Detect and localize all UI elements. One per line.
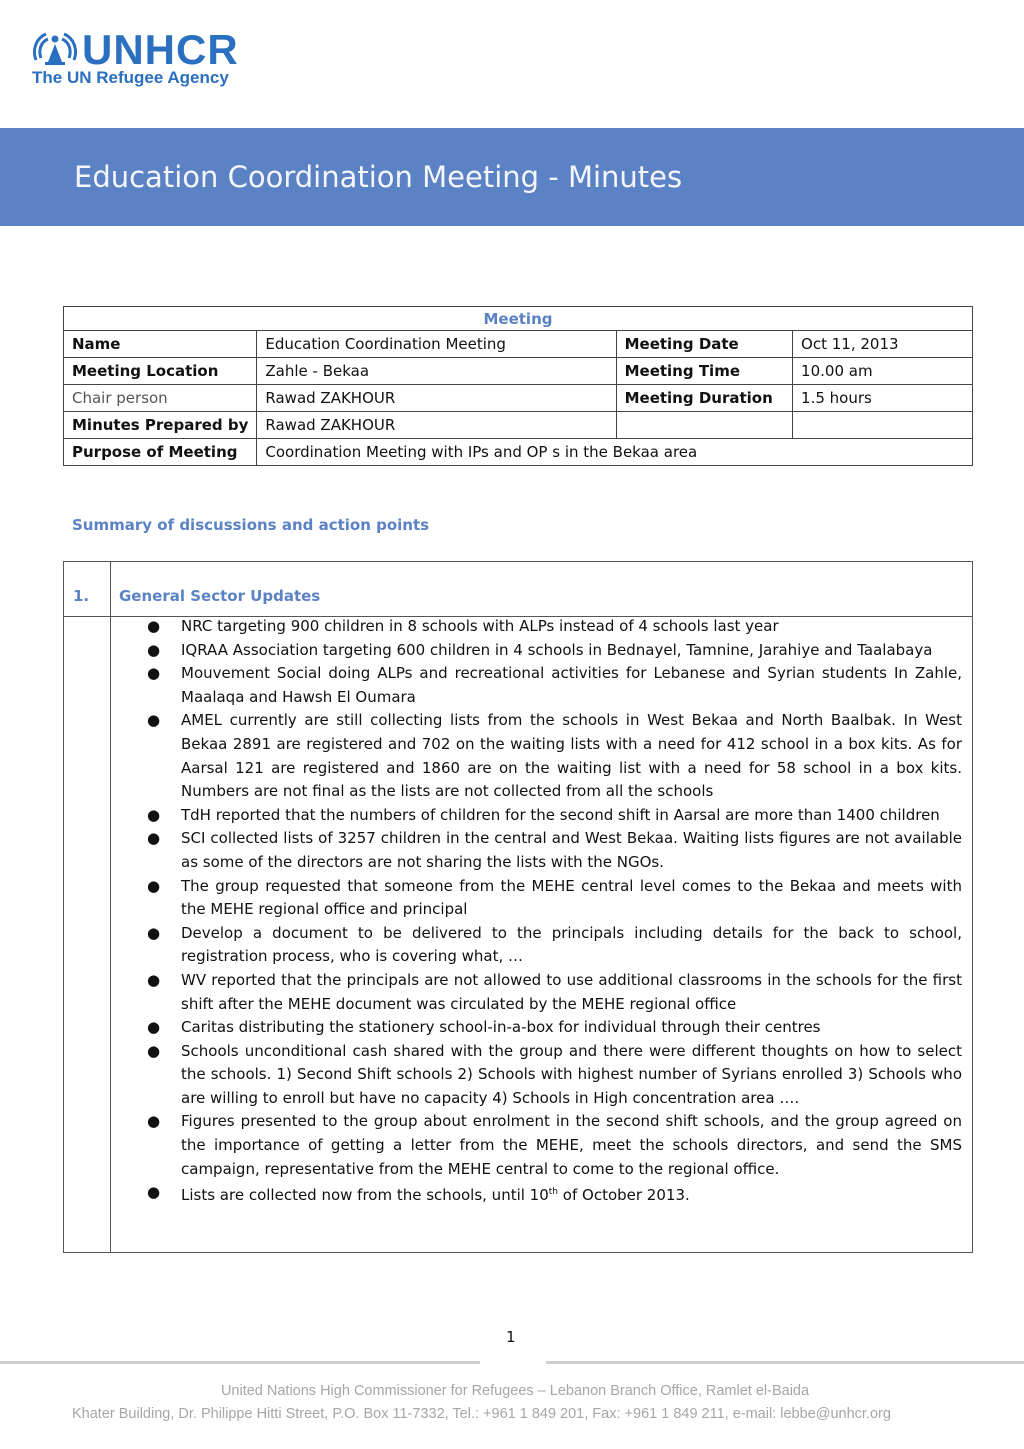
list-item [127,969,962,1016]
list-item-text: IQRAA Association targeting 600 children in 4 schools in Bednayel, Tamnine, Jarahiye and Taalabaya [181,640,933,659]
list-item [127,639,962,663]
bullet-icon: ● [147,1041,161,1060]
section-general-updates [63,561,973,1253]
list-item-text: AMEL currently are still collecting lists from the schools in West Bekaa and North Baalbak. In West Bekaa 2891 are registered and 702 on the waiting lists with a need for 412 school in a box kits. As for Aarsal 121 are registered and 1860 are on the waiting list with a need for 58 school in a box kits. Numbers are not final as the lists are not collected from all the schools [181,711,962,801]
bullet-list [127,615,962,1208]
list-item-text: Caritas distributing the stationery school-in-a-box for individual through their centres [181,1018,821,1037]
bullet-icon: ● [147,805,161,824]
list-item [127,1110,962,1181]
row-label: Name [64,331,257,358]
row-label: Meeting Time [616,358,792,385]
list-item-text: Mouvement Social doing ALPs and recreational activities for Lebanese and Syrian students In Zahle, Maalaqa and Hawsh El Oumara [181,664,962,706]
list-item-text: The group requested that someone from the MEHE central level comes to the Bekaa and meets with the MEHE regional office and principal [181,876,962,919]
row-label: Meeting Duration [616,385,792,412]
bullet-icon: ● [147,1183,161,1202]
table-header-row [64,307,973,331]
table-row [64,331,973,358]
list-item-text: Figures presented to the group about enrolment in the second shift schools, and the group agreed on the importance of getting a letter from the MEHE, meet the schools directors, and send the SMS campaign, representative from the MEHE central to come to the regional office. [181,1112,962,1178]
list-item-text: SCI collected lists of 3257 children in the central and West Bekaa. Waiting lists figures are not available as some of the directors are not sharing the lists with the NGOs. [181,829,962,871]
meeting-info-table [63,306,973,466]
table-row [64,358,973,385]
list-item [127,1040,962,1111]
bullet-icon: ● [147,711,161,730]
list-item [127,827,962,874]
row-label [616,412,792,439]
bullet-icon: ● [147,829,161,848]
list-item-text: NRC targeting 900 children in 8 schools with ALPs instead of 4 schools last year [181,617,779,635]
footer-divider [546,1361,1024,1364]
list-item-text: WV reported that the principals are not allowed to use additional classrooms in the schools for the first shift after the MEHE document was circulated by the MEHE regional office [181,970,962,1013]
list-item [127,1181,962,1208]
bullet-icon: ● [147,617,161,635]
bullet-icon: ● [147,970,161,989]
row-label: Minutes Prepared by [64,412,257,439]
row-label: Meeting Location [64,358,257,385]
list-item [127,662,962,709]
bullet-icon: ● [147,876,161,895]
list-item-text: TdH reported that the numbers of children for the second shift in Aarsal are more than 1400 children [181,805,940,824]
list-item-text: Schools unconditional cash shared with the group and there were different thoughts on how to select the schools. 1) Second Shift schools 2) Schools with highest number of Syrians enrolled 3) Schools who are willing to enroll but have no capacity 4) Schools in High concentration area …. [181,1041,962,1107]
section-header [64,562,972,617]
logo-wordmark: UNHCR [82,26,239,73]
column-divider [110,562,111,1252]
table-row [64,439,973,466]
page-title: Education Coordination Meeting - Minutes [74,160,683,194]
list-item [127,922,962,969]
table-header: Meeting [64,307,973,331]
logo-tagline: The UN Refugee Agency [32,68,229,87]
footer-address-line1: United Nations High Commissioner for Refugees – Lebanon Branch Office, Ramlet el-Baida [220,1383,810,1399]
list-item-text: of October 2013. [558,1186,690,1205]
row-value: Coordination Meeting with IPs and OP s in the Bekaa area [257,439,973,466]
title-banner [0,128,1024,226]
section-number: 1. [73,587,90,605]
table-row [64,385,973,412]
list-item-text: Lists are collected now from the schools, until 10 [181,1186,549,1205]
page-number: 1 [506,1328,516,1346]
table-row [64,412,973,439]
summary-heading: Summary of discussions and action points [72,516,430,534]
row-label: Purpose of Meeting [64,439,257,466]
row-label: Chair person [64,385,257,412]
unhcr-logo [30,26,290,96]
unhcr-emblem-icon [30,30,80,70]
ordinal-suffix: th [548,1187,559,1198]
row-value: 1.5 hours [793,385,973,412]
row-value: Rawad ZAKHOUR [257,412,616,439]
row-value: 10.00 am [793,358,973,385]
bullet-icon: ● [147,640,161,659]
list-item [127,615,962,639]
row-value: Oct 11, 2013 [793,331,973,358]
bullet-icon: ● [147,664,161,683]
list-item [127,709,962,803]
row-value [793,412,973,439]
list-item [127,1016,962,1040]
list-item [127,875,962,922]
row-value: Zahle - Bekaa [257,358,616,385]
row-value: Education Coordination Meeting [257,331,616,358]
footer-address-line2: Khater Building, Dr. Philippe Hitti Street, P.O. Box 11-7332, Tel.: +961 1 849 201, Fax: +961 1 849 211, e-mail: lebbe@unhcr.org [72,1406,891,1422]
bullet-icon: ● [147,1112,161,1131]
bullet-icon: ● [147,923,161,942]
row-label: Meeting Date [616,331,792,358]
section-title: General Sector Updates [119,587,321,605]
list-item-text: Develop a document to be delivered to the principals including details for the back to school, registration process, who is covering what, … [181,923,962,966]
bullet-icon: ● [147,1018,161,1037]
list-item [127,804,962,828]
footer-divider [0,1361,480,1364]
row-value: Rawad ZAKHOUR [257,385,616,412]
